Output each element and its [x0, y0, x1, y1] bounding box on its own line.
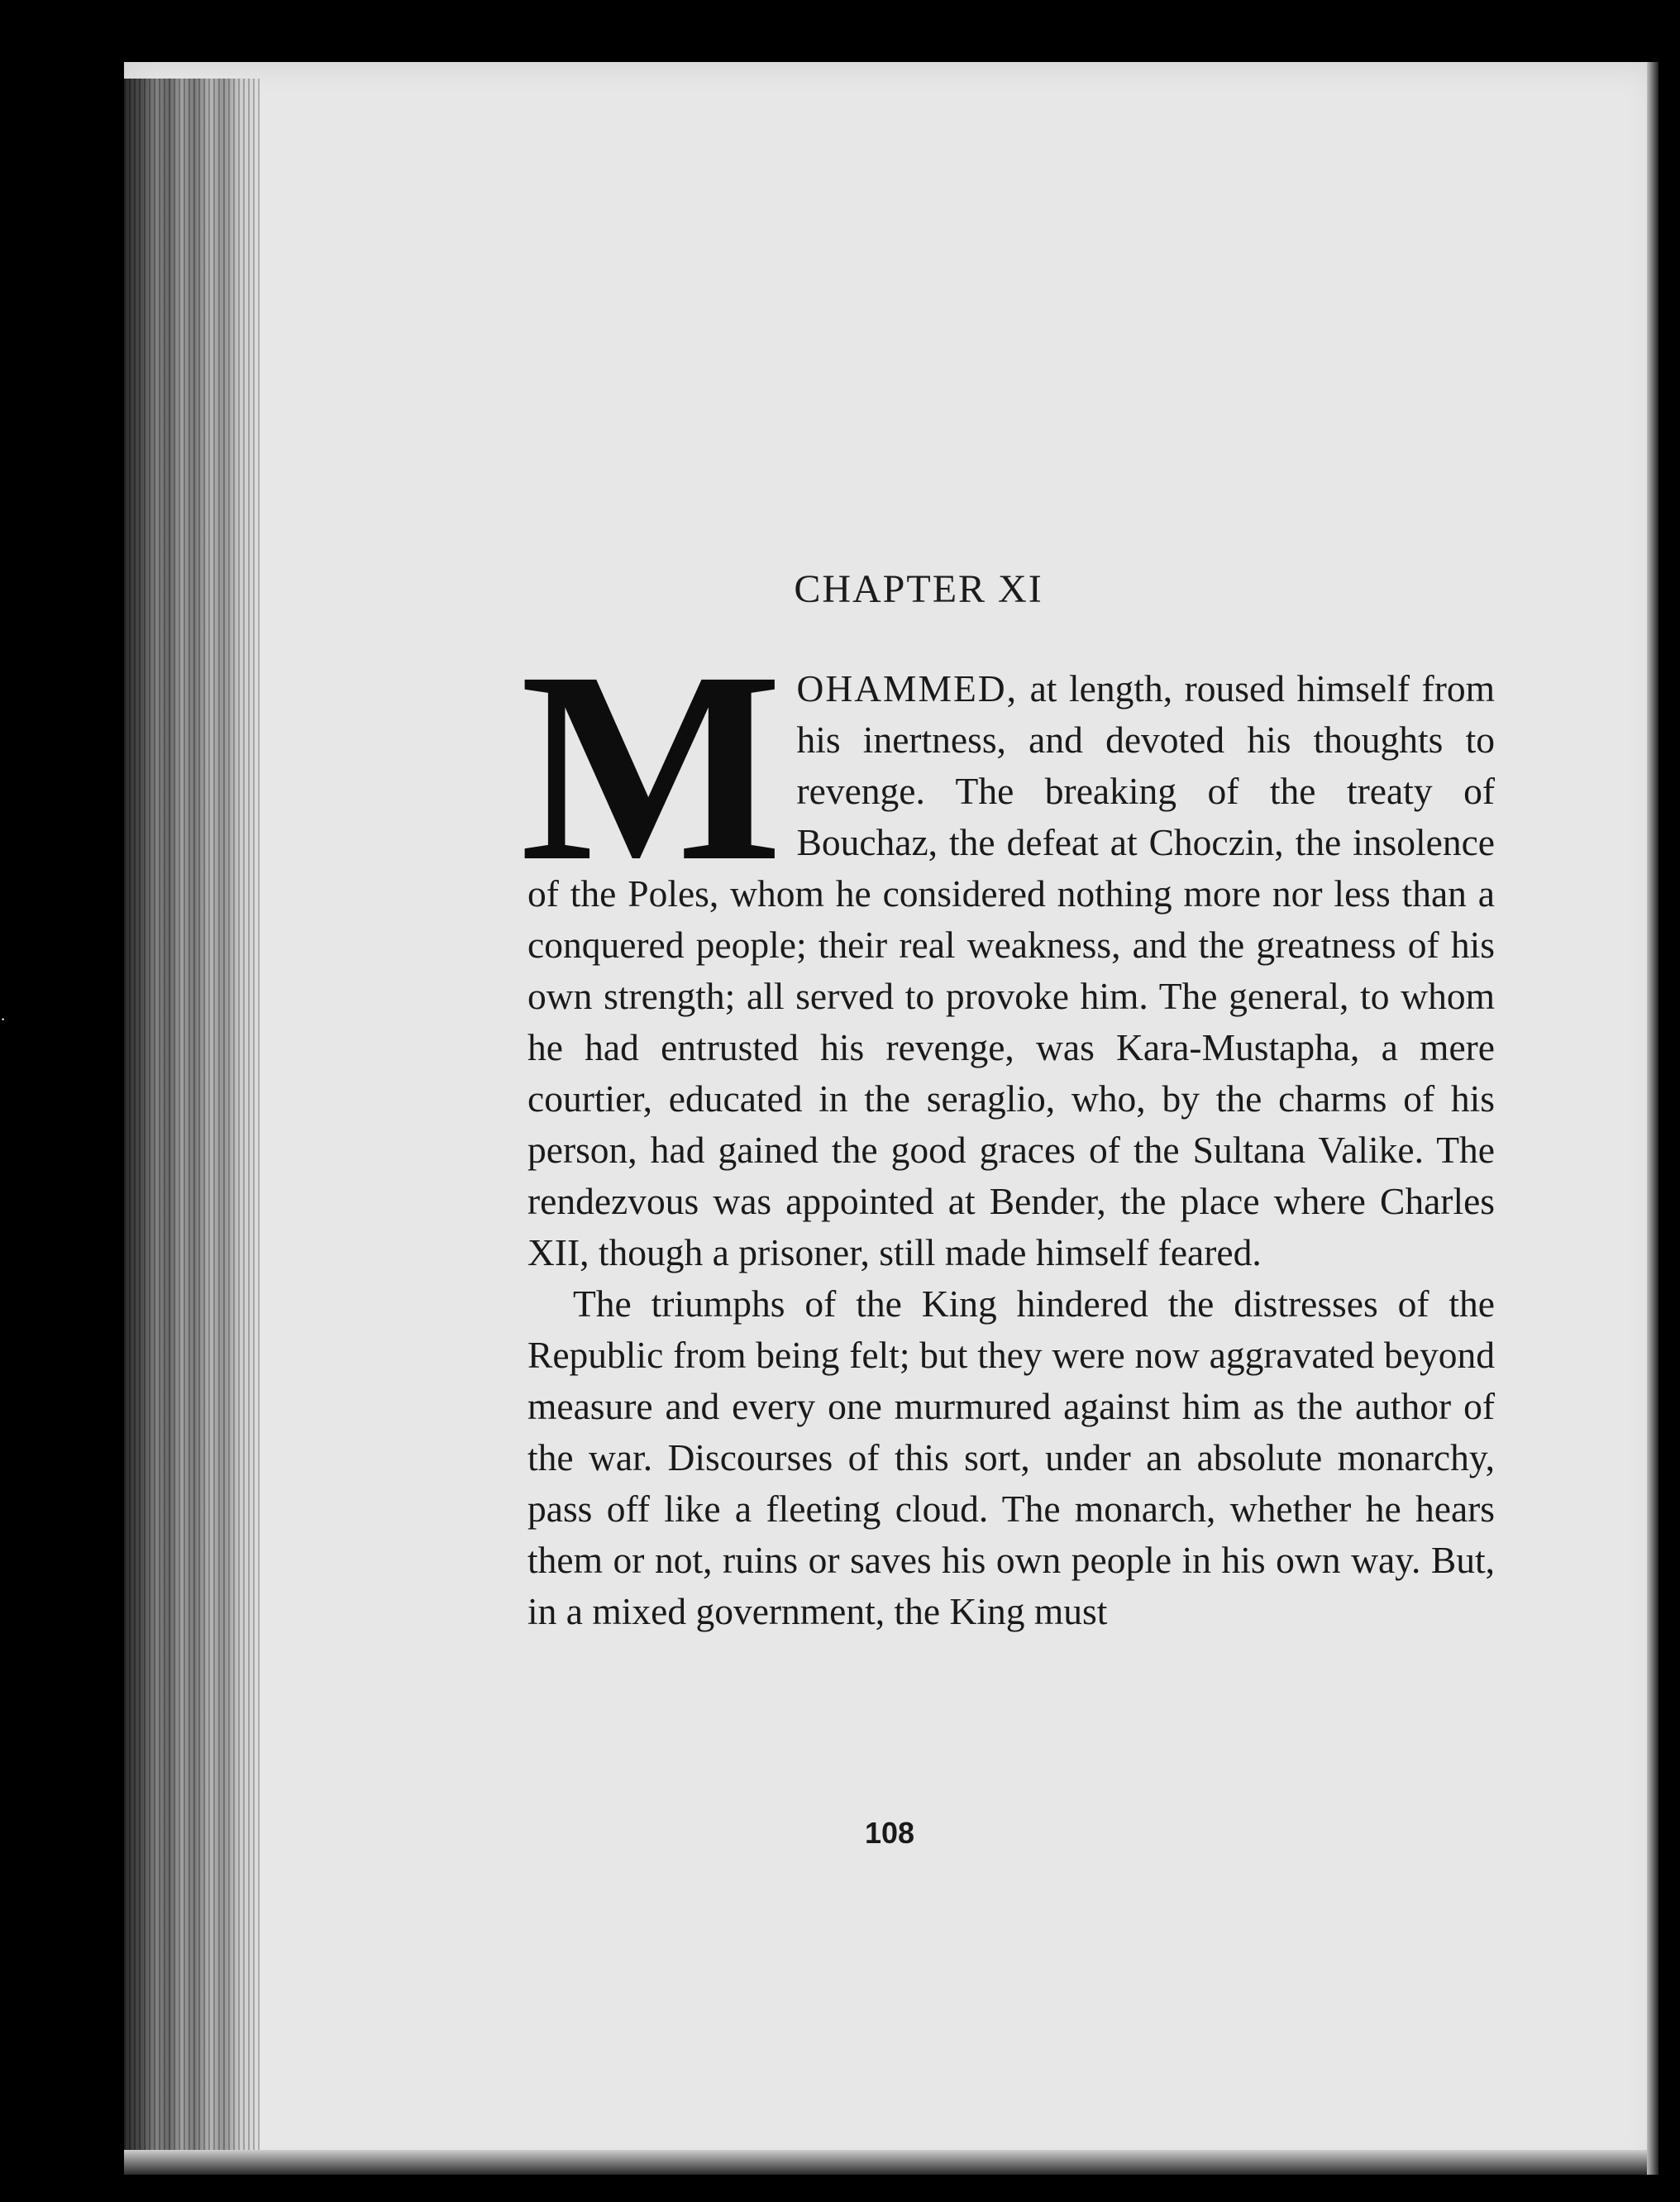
body-text — [519, 616, 1495, 1637]
first-word-rest: OHAMMED, — [796, 667, 1019, 709]
page-number: 108 — [864, 1816, 915, 1850]
paragraph-2 — [527, 1278, 1495, 1637]
paragraph-2-text: The triumphs of the King hindered the distresses of the Republic from being felt; but they were now aggravated beyond measure and every one murmured against him as the author of the war. Discourses of this sort, under an absolute monarchy, pass off like a fleeting cloud. The monarch, whether he hears them or not, ruins or saves his own people in his own way. But, in a mixed government, the King must — [527, 1283, 1495, 1632]
drop-cap: M — [519, 616, 783, 918]
page-edge-right — [1647, 62, 1659, 2175]
page-edge-stack — [124, 79, 260, 2171]
chapter-title: CHAPTER XI — [794, 567, 1043, 611]
scan-speck: · — [0, 1009, 7, 1029]
paragraph-1-text: at length, roused himself from his inertness, and devoted his thoughts to revenge. The breaking of the treaty of Bouchaz, the defeat at Choczin, the insolence of the Poles, whom he considered nothing more nor less than a conquered people; their real weakness, and the greatness of his own strength; all served to provoke him. The general, to whom he had entrusted his revenge, was Kara-Mustapha, a mere courtier, educated in the seraglio, who, by the charms of his person, had gained the good graces of the Sultana Valike. The rendezvous was appointed at Bender, the place where Charles XII, though a prisoner, still made himself feared. — [527, 667, 1495, 1273]
paragraph-1 — [519, 616, 1495, 1278]
page-edge-bottom — [124, 2150, 1658, 2175]
